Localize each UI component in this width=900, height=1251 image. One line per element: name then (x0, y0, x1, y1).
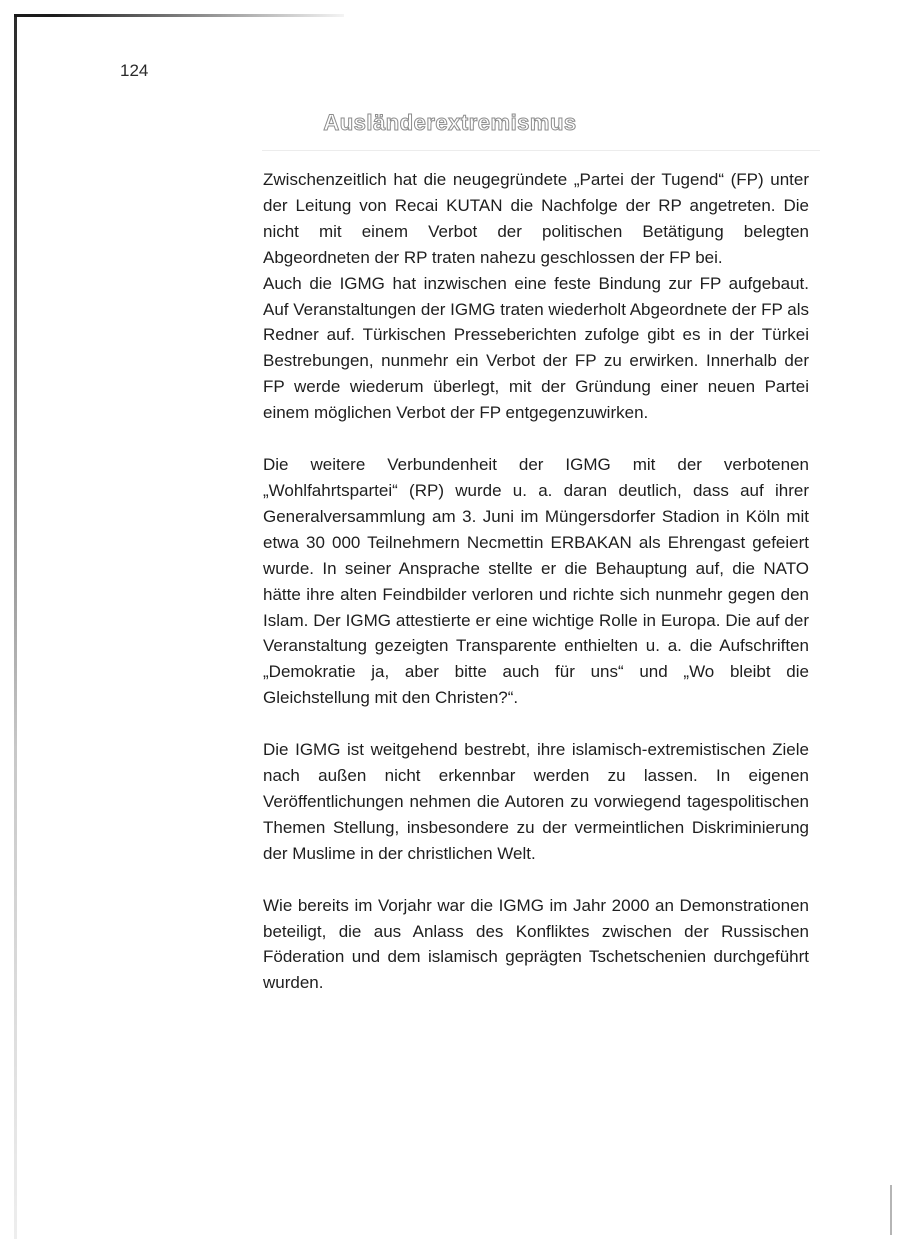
paragraph-demonstrations: Wie bereits im Vorjahr war die IGMG im Jahr 2000 an Demonstrationen beteiligt, die aus Anlass des Konfliktes zwischen der Russischen Föderation und dem islamisch geprägten Tschetschenien durchgeführt wurden. (263, 895, 809, 993)
page-number: 124 (120, 61, 149, 80)
scan-edge-left (14, 14, 17, 1239)
paragraph-igmg-fp-bond: Auch die IGMG hat inzwischen eine feste Bindung zur FP aufgebaut. Auf Veranstaltungen der IGMG traten wiederholt Abgeordnete der FP als Redner auf. Türkischen Presseberichten zufolge gibt es in der Türkei Bestrebungen, nunmehr ein Verbot der FP zu erwirken. Innerhalb der FP werde wiederum überlegt, mit der Gründung einer neuen Partei einem möglichen Verbot der FP entgegenzuwirken. (263, 273, 809, 423)
scan-edge-top (14, 14, 344, 17)
paragraph-igmg-aims: Die IGMG ist weitgehend bestrebt, ihre islamisch-extremistischen Ziele nach außen nicht erkennbar werden zu lassen. In eigenen Veröffentlichungen nehmen die Autoren zu vorwiegend tagespolitischen Themen Stellung, insbesondere zu der vermeintlichen Diskriminierung der Muslime in der christlichen Welt. (263, 740, 809, 863)
running-head (0, 110, 900, 136)
paragraph-general-assembly: Die weitere Verbundenheit der IGMG mit der verbotenen „Wohlfahrtspartei“ (RP) wurde u. a. daran deutlich, dass auf ihrer Generalversammlung am 3. Juni im Müngersdorfer Stadion in Köln mit etwa 30 000 Teilnehmern Necmettin ERBAKAN als Ehrengast gefeiert wurde. In seiner Ansprache stellte er die Behauptung auf, die NATO hätte ihre alten Feindbilder verloren und richte sich nunmehr gegen den Islam. Der IGMG attestierte er eine wichtige Rolle in Europa. Die auf der Veranstaltung gezeigten Transparente enthielten u. a. die Aufschriften „Demokratie ja, aber bitte auch für uns“ und „Wo bleibt die Gleichstellung mit den Christen?“. (263, 455, 809, 708)
running-head-title: Ausländerextremismus (323, 110, 577, 135)
header-rule (262, 150, 820, 151)
scan-edge-right (890, 1185, 892, 1235)
paragraph-fp-succession: Zwischenzeitlich hat die neugegründete „Partei der Tugend“ (FP) unter der Leitung von Recai KUTAN die Nachfolge der RP angetreten. Die nicht mit einem Verbot der politischen Betätigung belegten Abgeordneten der RP traten nahezu geschlossen der FP bei. (263, 170, 809, 267)
body-text (263, 167, 809, 996)
